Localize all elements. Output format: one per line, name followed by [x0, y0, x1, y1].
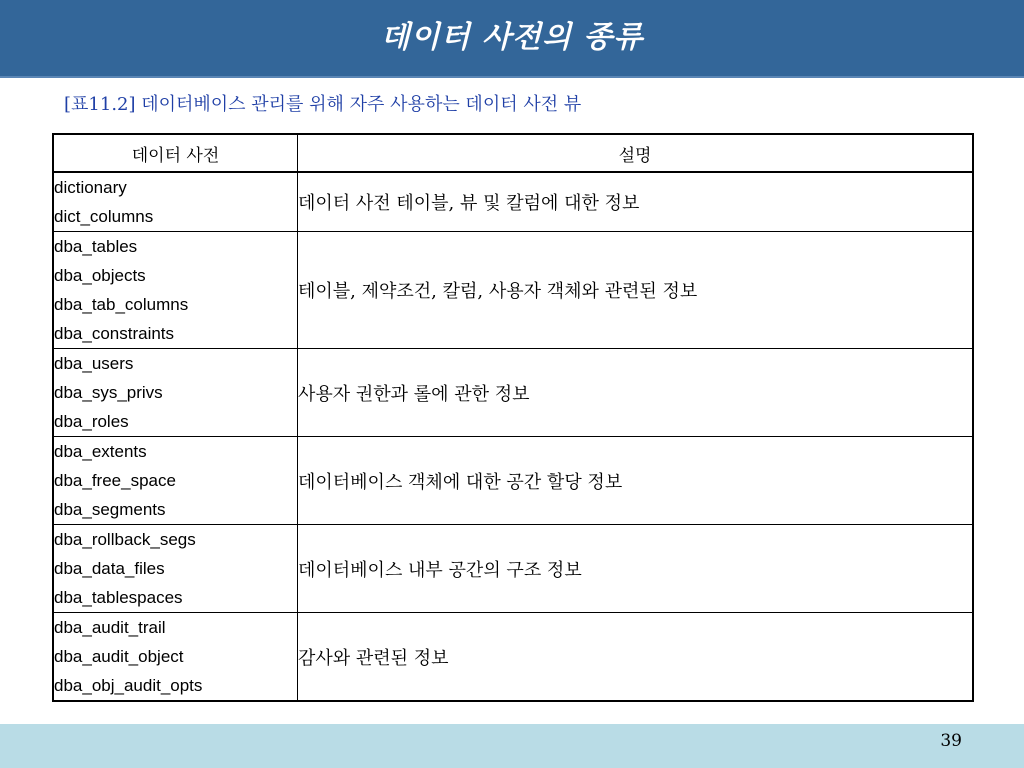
description-cell: 감사와 관련된 정보: [298, 613, 974, 702]
dictionary-names-cell: [53, 349, 298, 437]
table-caption: [표11.2] 데이터베이스 관리를 위해 자주 사용하는 데이터 사전 뷰: [64, 94, 582, 115]
table-row: [53, 613, 973, 702]
dictionary-name: dba_roles: [54, 412, 129, 431]
table-row: [53, 172, 973, 232]
header-description: 설명: [298, 134, 974, 172]
dictionary-name: dba_extents: [54, 442, 147, 461]
dictionary-name: dba_audit_trail: [54, 618, 166, 637]
description-cell: 사용자 권한과 롤에 관한 정보: [298, 349, 974, 437]
dictionary-name: dba_segments: [54, 500, 166, 519]
description-cell: 데이터 사전 테이블, 뷰 및 칼럼에 대한 정보: [298, 172, 974, 232]
title-band: [0, 0, 1024, 78]
dictionary-names-cell: [53, 437, 298, 525]
dictionary-name: dba_audit_object: [54, 647, 184, 666]
dictionary-name: dba_data_files: [54, 559, 165, 578]
dictionary-name: dba_tablespaces: [54, 588, 183, 607]
table-row: [53, 232, 973, 349]
page-number: 39: [940, 731, 962, 751]
dictionary-name: dba_obj_audit_opts: [54, 676, 203, 695]
table-row: [53, 349, 973, 437]
dictionary-name: dictionary: [54, 178, 127, 197]
dictionary-names-cell: [53, 613, 298, 702]
slide-title: 데이터 사전의 종류: [380, 20, 644, 55]
dictionary-name: dba_constraints: [54, 324, 175, 343]
footer-band: [0, 724, 1024, 768]
dictionary-name: dba_rollback_segs: [54, 530, 196, 549]
data-dictionary-table: [52, 133, 974, 702]
header-dictionary: 데이터 사전: [53, 134, 298, 172]
dictionary-name: dba_users: [54, 354, 134, 373]
description-cell: 데이터베이스 내부 공간의 구조 정보: [298, 525, 974, 613]
dictionary-name: dba_sys_privs: [54, 383, 163, 402]
table-header-row: [53, 134, 973, 172]
description-cell: 테이블, 제약조건, 칼럼, 사용자 객체와 관련된 정보: [298, 232, 974, 349]
table-row: [53, 437, 973, 525]
dictionary-names-cell: [53, 525, 298, 613]
table-row: [53, 525, 973, 613]
dictionary-name: dba_tab_columns: [54, 295, 189, 314]
dictionary-name: dba_objects: [54, 266, 146, 285]
dictionary-names-cell: [53, 172, 298, 232]
dictionary-name: dba_tables: [54, 237, 138, 256]
dictionary-name: dict_columns: [54, 207, 154, 226]
description-cell: 데이터베이스 객체에 대한 공간 할당 정보: [298, 437, 974, 525]
dictionary-name: dba_free_space: [54, 471, 176, 490]
dictionary-names-cell: [53, 232, 298, 349]
